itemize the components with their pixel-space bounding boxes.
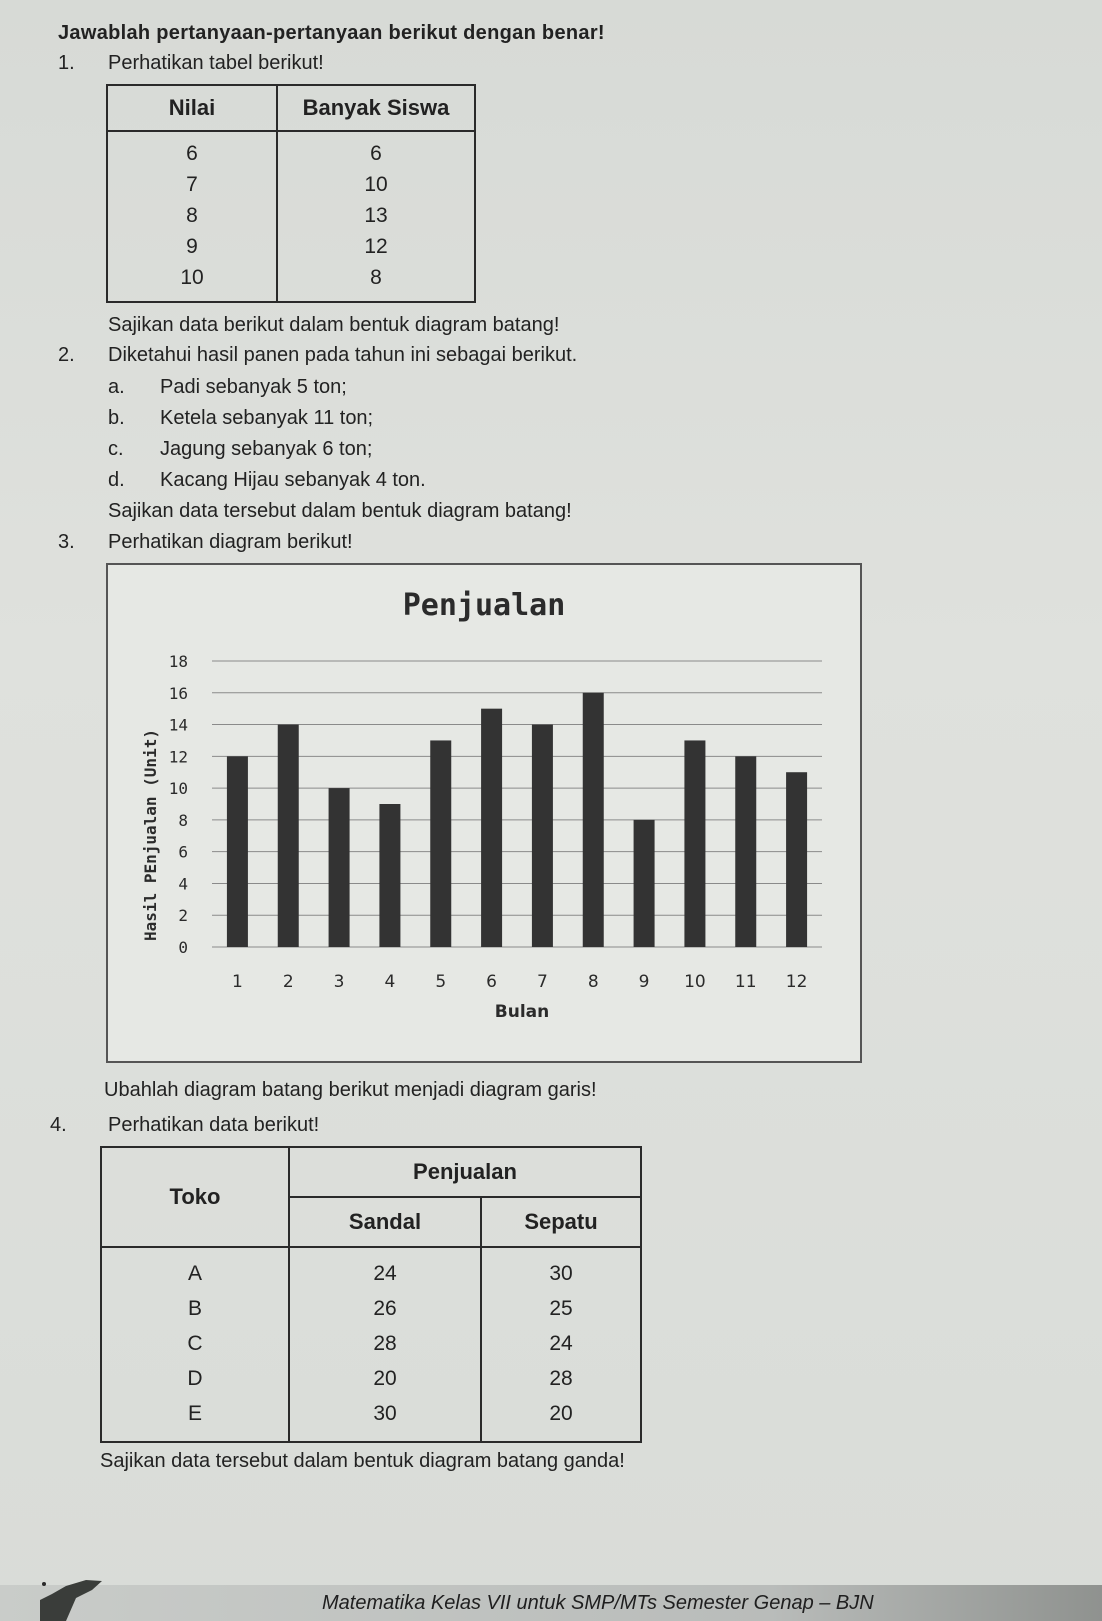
- bar-chart: [108, 565, 860, 1061]
- q1-cell: 10: [180, 266, 204, 289]
- q1-cell: 12: [364, 235, 388, 258]
- q4-cell: A: [187, 1262, 202, 1285]
- chart-title: Penjualan: [402, 588, 566, 623]
- chart-bar: [430, 740, 451, 947]
- chart-x-axis-label: Bulan: [494, 1002, 550, 1022]
- chart-bar: [684, 740, 705, 947]
- q4-cell: 20: [549, 1402, 573, 1425]
- chart-bar: [735, 756, 756, 947]
- chart-x-tick-label: 10: [684, 972, 706, 992]
- q2-item-label: c.: [108, 438, 124, 460]
- chart-bar: [278, 725, 299, 947]
- q2-item-label: d.: [108, 469, 125, 491]
- q1-cell: 8: [186, 204, 198, 227]
- q4-cell: 30: [373, 1402, 397, 1425]
- chart-y-tick-label: 10: [168, 779, 188, 799]
- q1-cell: 13: [364, 204, 388, 227]
- chart-y-tick-label: 4: [178, 874, 188, 894]
- chart-bar: [329, 788, 350, 947]
- q4-header-penjualan: Penjualan: [289, 1147, 641, 1197]
- q1-header-nilai: Nilai: [107, 85, 277, 131]
- q4-toko-column: [101, 1247, 289, 1442]
- q1-instruction: Sajikan data berikut dalam bentuk diagram batang!: [108, 314, 560, 336]
- q3-text: Perhatikan diagram berikut!: [108, 531, 353, 553]
- chart-y-tick-label: 2: [178, 906, 188, 926]
- q2-item-text: Padi sebanyak 5 ton;: [160, 376, 347, 398]
- chart-bar: [532, 725, 553, 947]
- q4-cell: E: [187, 1402, 202, 1425]
- q1-text: Perhatikan tabel berikut!: [108, 52, 324, 74]
- chart-y-tick-label: 12: [168, 747, 188, 767]
- chart-x-tick-label: 4: [384, 972, 396, 992]
- chart-bar: [379, 804, 400, 947]
- q1-nilai-column: [107, 131, 277, 302]
- chart-y-tick-label: 6: [178, 842, 188, 862]
- q1-header-banyak-siswa: Banyak Siswa: [277, 85, 475, 131]
- q4-header-sepatu: Sepatu: [481, 1197, 641, 1247]
- q4-header-toko: Toko: [101, 1147, 289, 1247]
- q1-cell: 8: [370, 266, 382, 289]
- chart-y-tick-label: 18: [168, 652, 188, 671]
- chart-x-tick-label: 7: [537, 972, 548, 992]
- q4-cell: 28: [549, 1367, 573, 1390]
- chart-bar: [634, 820, 655, 947]
- chart-y-axis-label: Hasil PEnjualan (Unit): [141, 729, 160, 941]
- q1-cell: 10: [364, 173, 388, 196]
- q2-item-label: b.: [108, 407, 125, 429]
- q1-cell: 6: [370, 142, 382, 165]
- chart-bar: [583, 693, 604, 947]
- q4-text: Perhatikan data berikut!: [108, 1114, 320, 1136]
- q1-cell: 6: [186, 142, 198, 165]
- chart-y-tick-label: 16: [168, 683, 188, 703]
- q4-cell: 28: [373, 1332, 397, 1355]
- q4-cell: 20: [373, 1367, 397, 1390]
- chart-container: [106, 563, 862, 1063]
- q4-sepatu-column: [481, 1247, 641, 1442]
- chart-x-tick-label: 2: [282, 972, 294, 992]
- q1-cell: 7: [186, 173, 198, 196]
- chart-x-tick-label: 8: [587, 972, 599, 992]
- q4-instruction: Sajikan data tersebut dalam bentuk diagram batang ganda!: [100, 1450, 625, 1472]
- chart-bar: [227, 756, 248, 947]
- footer-text: Matematika Kelas VII untuk SMP/MTs Semester Genap – BJN: [322, 1592, 874, 1614]
- q4-sandal-column: [289, 1247, 481, 1442]
- q1-table: [106, 84, 476, 303]
- footer-logo-mark: [36, 1578, 106, 1621]
- chart-x-tick-label: 1: [232, 972, 243, 992]
- worksheet-heading: Jawablah pertanyaan-pertanyaan berikut dengan benar!: [58, 22, 605, 44]
- q4-cell: B: [187, 1297, 202, 1320]
- chart-x-tick-label: 12: [785, 972, 808, 992]
- q2-number: 2.: [58, 344, 75, 366]
- q4-cell: D: [187, 1367, 203, 1390]
- q1-siswa-column: [277, 131, 475, 302]
- chart-y-tick-label: 8: [178, 810, 188, 830]
- chart-bar: [481, 709, 502, 947]
- q4-cell: 26: [373, 1297, 397, 1320]
- q2-instruction: Sajikan data tersebut dalam bentuk diagram batang!: [108, 500, 572, 522]
- q1-cell: 9: [186, 235, 198, 258]
- chart-x-tick-label: 11: [734, 972, 757, 992]
- q4-cell: 24: [373, 1262, 397, 1285]
- q4-cell: 30: [549, 1262, 573, 1285]
- chart-x-tick-label: 3: [333, 972, 345, 992]
- q2-item-text: Jagung sebanyak 6 ton;: [160, 438, 373, 460]
- q4-cell: 24: [549, 1332, 573, 1355]
- q3-instruction: Ubahlah diagram batang berikut menjadi diagram garis!: [104, 1079, 597, 1101]
- q4-header-sandal: Sandal: [289, 1197, 481, 1247]
- chart-x-tick-label: 9: [638, 972, 650, 992]
- q1-number: 1.: [58, 52, 75, 74]
- q4-cell: C: [187, 1332, 203, 1355]
- chart-y-tick-label: 0: [178, 938, 188, 957]
- q2-item-text: Ketela sebanyak 11 ton;: [160, 407, 374, 429]
- q3-number: 3.: [58, 531, 75, 553]
- chart-x-tick-label: 6: [486, 972, 497, 992]
- q2-text: Diketahui hasil panen pada tahun ini sebagai berikut.: [108, 344, 578, 366]
- q2-item-text: Kacang Hijau sebanyak 4 ton.: [160, 469, 426, 491]
- q4-table: [100, 1146, 642, 1443]
- q4-number: 4.: [50, 1114, 67, 1136]
- chart-y-tick-label: 14: [168, 715, 188, 735]
- chart-x-tick-label: 5: [435, 972, 447, 992]
- q2-item-label: a.: [108, 376, 125, 398]
- q4-cell: 25: [549, 1297, 573, 1320]
- chart-bar: [786, 772, 807, 947]
